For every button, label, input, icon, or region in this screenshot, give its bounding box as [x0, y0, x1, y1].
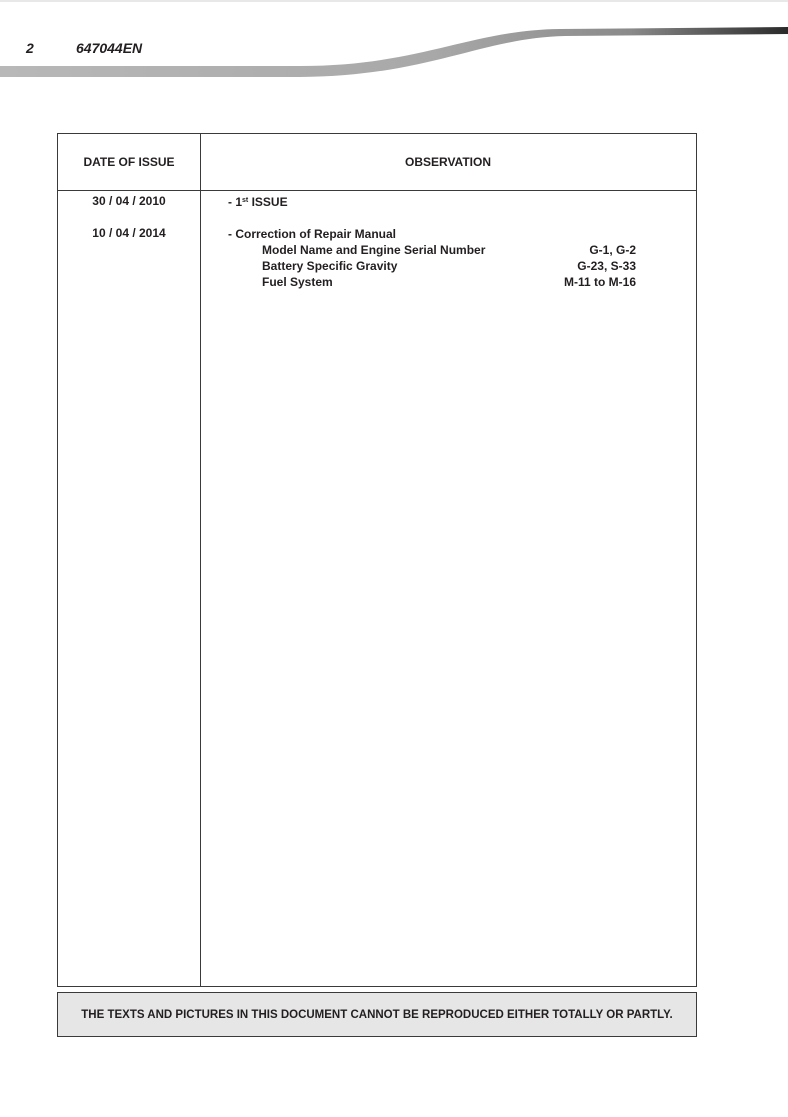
entry-date: 30 / 04 / 2010 [92, 194, 166, 208]
observation-text: ISSUE [248, 195, 288, 209]
correction-label: Fuel System [262, 275, 333, 289]
column-divider [200, 134, 201, 986]
entry-observation [228, 194, 636, 210]
correction-item [228, 242, 636, 258]
ordinal-suffix: st [242, 197, 249, 204]
page-number: 2 [26, 40, 34, 56]
observation-text: - Correction of Repair Manual [228, 227, 397, 241]
header-divider [58, 190, 696, 191]
document-code: 647044EN [76, 40, 143, 56]
correction-item [228, 274, 636, 290]
correction-pages: M-11 to M-16 [563, 275, 636, 289]
correction-pages: G-1, G-2 [589, 243, 636, 257]
revision-history-table [57, 133, 697, 987]
copyright-notice: THE TEXTS AND PICTURES IN THIS DOCUMENT CANNOT BE REPRODUCED EITHER TOTALLY OR PARTLY. [57, 992, 697, 1037]
observation-header: OBSERVATION [404, 155, 491, 169]
correction-label: Model Name and Engine Serial Number [262, 243, 486, 257]
correction-pages: G-23, S-33 [577, 259, 636, 273]
observation-text: - 1 [228, 195, 243, 209]
date-of-issue-header: DATE OF ISSUE [83, 155, 175, 169]
entry-date: 10 / 04 / 2014 [92, 226, 166, 240]
correction-item [228, 258, 636, 274]
entry-observation [228, 226, 636, 290]
correction-label: Battery Specific Gravity [262, 259, 398, 273]
